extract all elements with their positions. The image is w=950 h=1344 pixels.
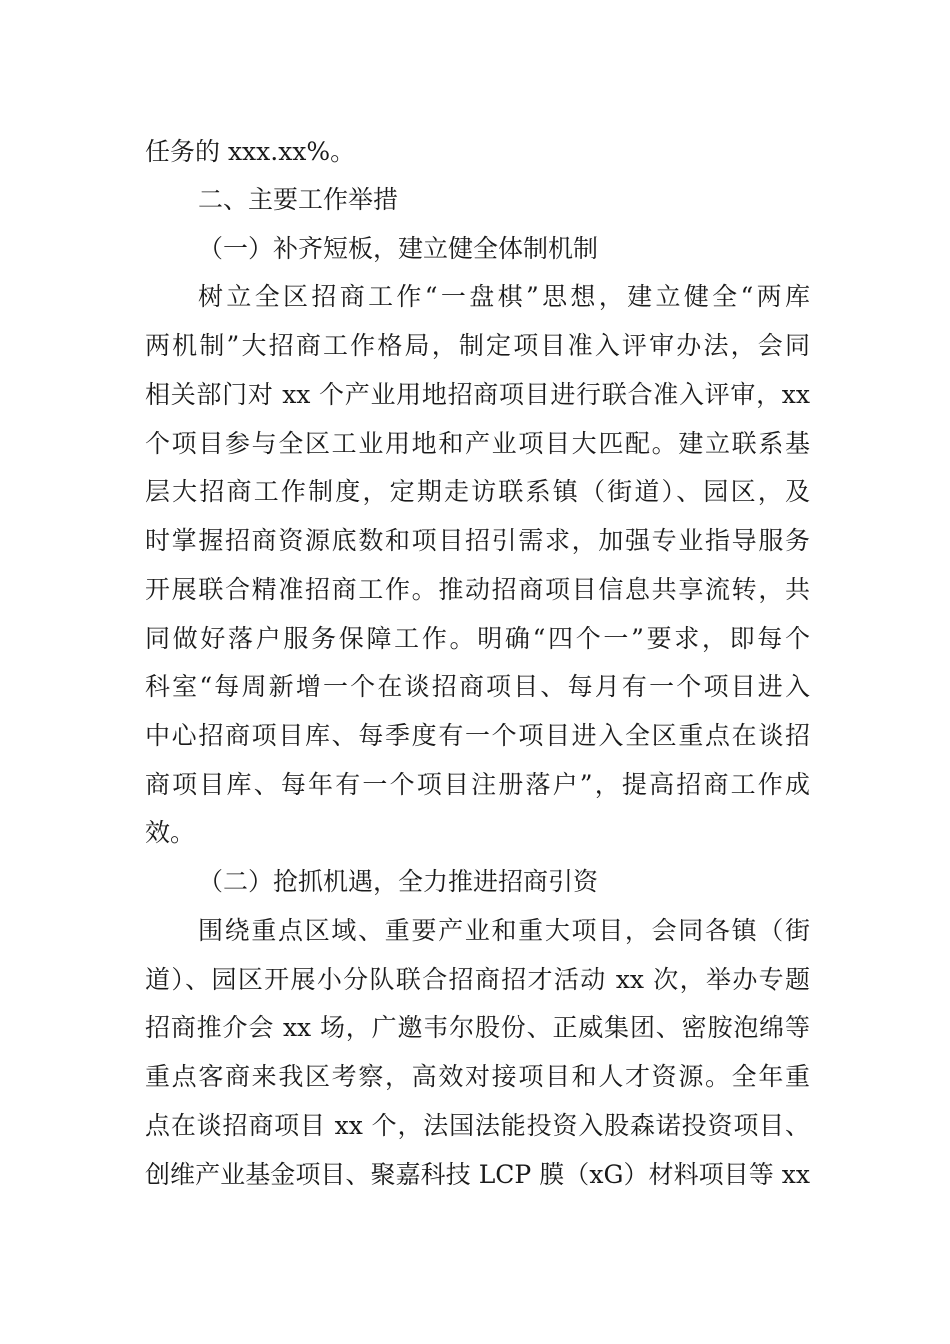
text-line: 重点客商来我区考察，高效对接项目和人才资源。全年重 bbox=[145, 1062, 810, 1091]
subsection-heading: （二）抢抓机遇，全力推进招商引资 bbox=[198, 867, 599, 896]
text-line: 时掌握招商资源底数和项目招引需求，加强专业指导服务 bbox=[145, 526, 810, 555]
text-line: 招商推介会 xx 场，广邀韦尔股份、正威集团、密胺泡绵等 bbox=[145, 1013, 810, 1042]
text-line: 任务的 xxx.xx%。 bbox=[145, 137, 356, 166]
section-heading: 二、主要工作举措 bbox=[198, 185, 399, 214]
text-line: 创维产业基金项目、聚嘉科技 LCP 膜（xG）材料项目等 xx bbox=[145, 1160, 810, 1189]
text-line: 效。 bbox=[145, 818, 196, 847]
text-line: 层大招商工作制度，定期走访联系镇（街道）、园区，及 bbox=[145, 477, 810, 506]
text-line: 开展联合精准招商工作。推动招商项目信息共享流转，共 bbox=[145, 575, 810, 604]
text-line: 点在谈招商项目 xx 个，法国法能投资入股森诺投资项目、 bbox=[145, 1111, 810, 1140]
text-line: 相关部门对 xx 个产业用地招商项目进行联合准入评审，xx bbox=[145, 380, 810, 409]
subsection-heading: （一）补齐短板，建立健全体制机制 bbox=[198, 234, 599, 263]
text-line: 商项目库、每年有一个项目注册落户”，提高招商工作成 bbox=[145, 770, 810, 799]
text-line: 道）、园区开展小分队联合招商招才活动 xx 次，举办专题 bbox=[145, 965, 810, 994]
text-line: 个项目参与全区工业用地和产业项目大匹配。建立联系基 bbox=[145, 429, 810, 458]
text-line: 两机制”大招商工作格局，制定项目准入评审办法，会同 bbox=[145, 331, 810, 360]
text-line: 同做好落户服务保障工作。明确“四个一”要求，即每个 bbox=[145, 624, 810, 653]
text-line: 科室“每周新增一个在谈招商项目、每月有一个项目进入 bbox=[145, 672, 810, 701]
text-line: 树立全区招商工作“一盘棋”思想，建立健全“两库 bbox=[198, 282, 810, 311]
text-line: 中心招商项目库、每季度有一个项目进入全区重点在谈招 bbox=[145, 721, 810, 750]
text-line: 围绕重点区域、重要产业和重大项目，会同各镇（街 bbox=[198, 916, 810, 945]
